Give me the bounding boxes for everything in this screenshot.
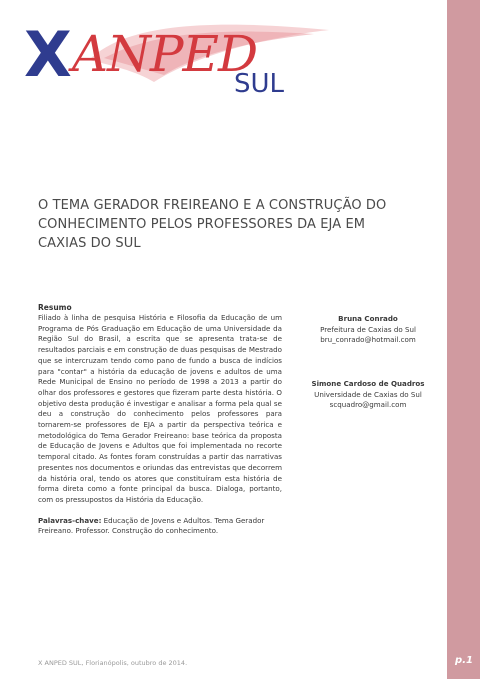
keywords-list: Educação de Jovens e Adultos. Tema Gerador Freireano. Professor. Construção do conhecimento. [38,515,265,536]
author-name: Simone Cardoso de Quadros [311,379,425,388]
abstract-heading: Resumo [38,303,72,312]
author-affiliation: Prefeitura de Caxias do Sul [320,324,416,334]
anped-sul-logo [24,12,324,102]
logo-anped: ANPED [72,25,258,83]
keywords-label: Palavras-chave: [38,515,102,525]
author-email: bru_conrado@hotmail.com [320,335,416,344]
author-email: scquadro@gmail.com [329,400,407,409]
author-block [298,379,438,411]
paper-title: O TEMA GERADOR FREIREANO E A CONSTRUÇÃO DO CONHECIMENTO PELOS PROFESSORES DA EJA EM CAXIAS DO SUL [38,198,387,251]
logo-x: X [24,18,70,91]
author-name: Bruna Conrado [338,314,398,323]
logo-sul: SUL [234,69,285,99]
author-affiliation: Universidade de Caxias do Sul [314,389,422,399]
page-number: p.1 [455,655,473,666]
page-sidebar-band [447,0,480,679]
abstract-body: Filiado à linha de pesquisa História e Filosofia da Educação de um Programa de Pós Graduação em Educação de uma Universidade da Região Sul do Brasil, a escrita que se apresenta trata-se de resultados parciais e em construção de duas pesquisas de Mestrado que se intercruzam tendo como pano de fundo a busca de indícios para "contar" a história da educação de jovens e adultos de uma Rede Municipal de Ensino no período de 1998 a 2013 a partir do olhar dos professores e gestores que fizeram parte desta história. O objetivo desta produção é investigar e analisar a forma pela qual se deu a construção do conhecimento pelos professores para tornarem-se professores de EJA a partir da perspectiva teórica e metodológica do Tema Gerador Freireano: base teórica da proposta de Educação de Jovens e Adultos que foi implementada no recorte temporal citado. As fontes foram construídas a partir das narrativas presentes nos documentos e oriundas das entrevistas que decorrem da história oral, tendo os atores que constituíram esta história de forma direta como a fonte principal da busca. Dialoga, portanto, com os pressupostos da História da Educação. [38,313,282,504]
keywords [38,516,282,537]
page-footer: X ANPED SUL, Florianópolis, outubro de 2014. [38,659,188,667]
author-block [298,314,438,346]
abstract-section [38,303,282,537]
